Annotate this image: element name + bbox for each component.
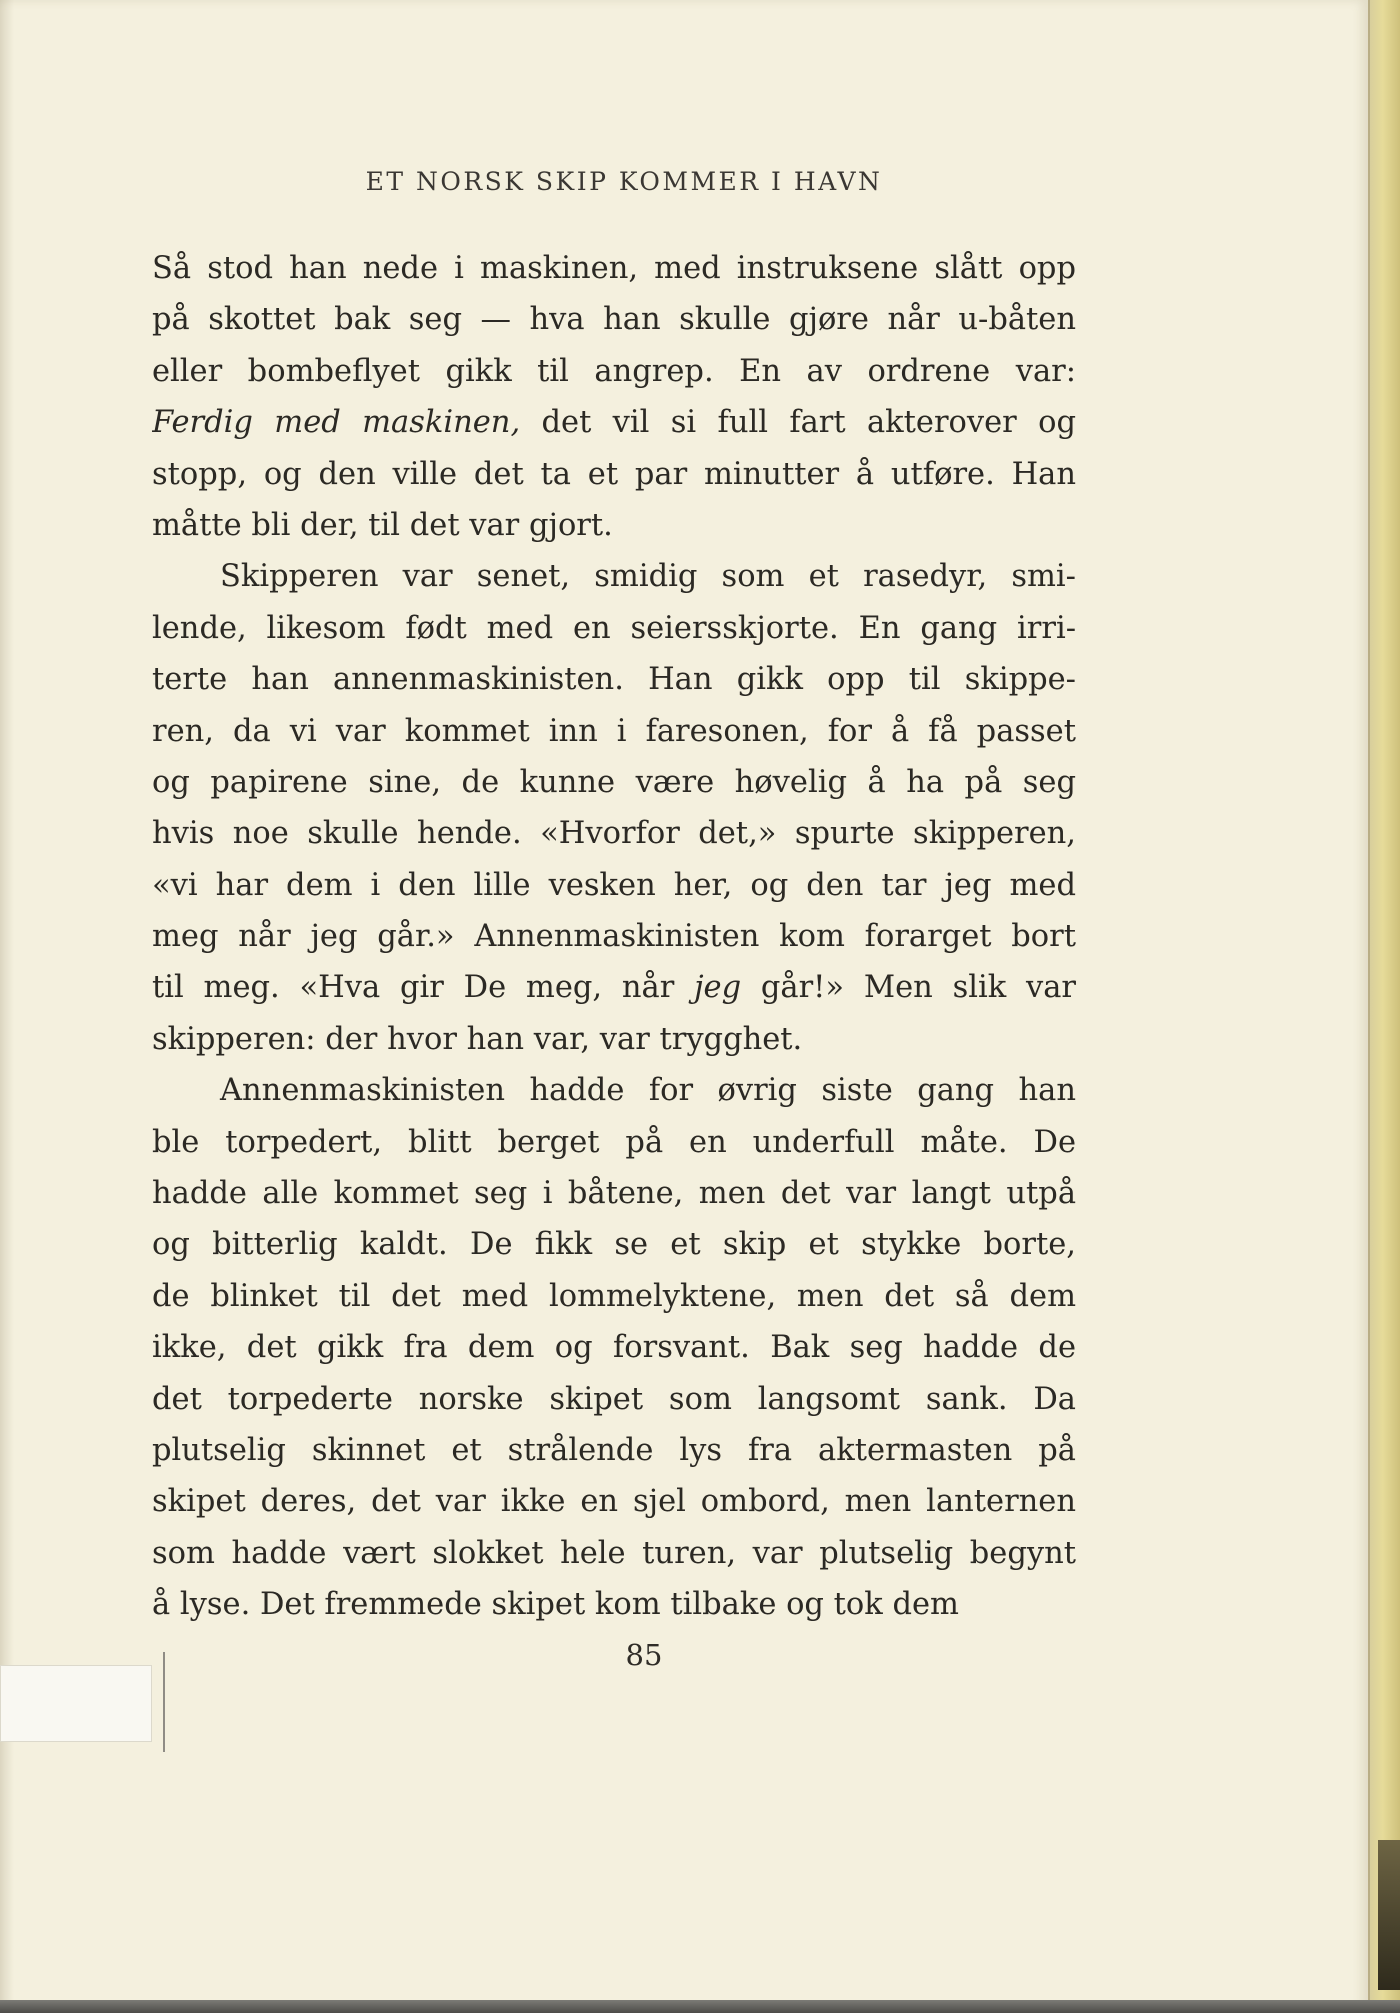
text-line: skipet deres, det var ikke en sjel ombord, men lanternen	[152, 1484, 1076, 1520]
text-line: lende, likesom født med en seiersskjorte. En gang irri-	[152, 610, 1076, 646]
text-line: meg når jeg går.» Annenmaskinisten kom forarget bort	[152, 919, 1076, 955]
italic-text: Ferdig med maskinen,	[152, 405, 521, 441]
text-line: plutselig skinnet et strålende lys fra aktermasten på	[152, 1432, 1076, 1468]
text-run: går!» Men slik var	[741, 970, 1076, 1006]
text-line: terte han annenmaskinisten. Han gikk opp til skippe-	[152, 662, 1076, 698]
cover-edge	[1378, 1840, 1400, 1990]
text-line: som hadde vært slokket hele turen, var plutselig begynt	[152, 1535, 1076, 1571]
page-edge	[1368, 0, 1400, 2013]
binding-mark	[0, 1665, 152, 1742]
body-text	[152, 243, 1076, 1631]
text-line: Annenmaskinisten hadde for øvrig siste gang han	[220, 1073, 1076, 1109]
scan-bottom-edge	[0, 2000, 1400, 2013]
text-line: det torpederte norske skipet som langsomt sank. Da	[152, 1381, 1076, 1417]
text-run: det vil si full fart akterover og	[520, 405, 1076, 441]
text-line: hadde alle kommet seg i båtene, men det var langt utpå	[152, 1176, 1076, 1212]
text-line	[152, 962, 1076, 1013]
text-line: de blinket til det med lommelyktene, men det så dem	[152, 1278, 1076, 1314]
text-line: ble torpedert, blitt berget på en underfull måte. De	[152, 1124, 1076, 1160]
text-line: måtte bli der, til det var gjort.	[152, 507, 613, 543]
text-line: ren, da vi var kommet inn i faresonen, for å få passet	[152, 713, 1076, 749]
binding-line	[163, 1652, 165, 1752]
text-line: stopp, og den ville det ta et par minutter å utføre. Han	[152, 456, 1076, 492]
text-line: hvis noe skulle hende. «Hvorfor det,» spurte skipperen,	[152, 816, 1076, 852]
text-line: å lyse. Det fremmede skipet kom tilbake og tok dem	[152, 1587, 959, 1623]
text-line: ikke, det gikk fra dem og forsvant. Bak seg hadde de	[152, 1330, 1076, 1366]
text-line: på skottet bak seg — hva han skulle gjøre når u-båten	[152, 302, 1076, 338]
text-line: skipperen: der hvor han var, var trygghet.	[152, 1021, 803, 1057]
text-line: eller bombeflyet gikk til angrep. En av ordrene var:	[152, 353, 1076, 389]
page-number: 85	[625, 1638, 663, 1672]
italic-text: jeg	[694, 970, 742, 1006]
text-line	[152, 397, 1076, 448]
text-line: «vi har dem i den lille vesken her, og den tar jeg med	[152, 867, 1076, 903]
text-line: Skipperen var senet, smidig som et rasedyr, smi-	[220, 559, 1076, 595]
running-head: ET NORSK SKIP KOMMER I HAVN	[365, 167, 883, 196]
text-line: og papirene sine, de kunne være høvelig å ha på seg	[152, 764, 1076, 800]
text-line: og bitterlig kaldt. De fikk se et skip et stykke borte,	[152, 1227, 1076, 1263]
text-run: til meg. «Hva gir De meg, når	[152, 970, 695, 1006]
text-line: Så stod han nede i maskinen, med instruksene slått opp	[152, 251, 1076, 286]
